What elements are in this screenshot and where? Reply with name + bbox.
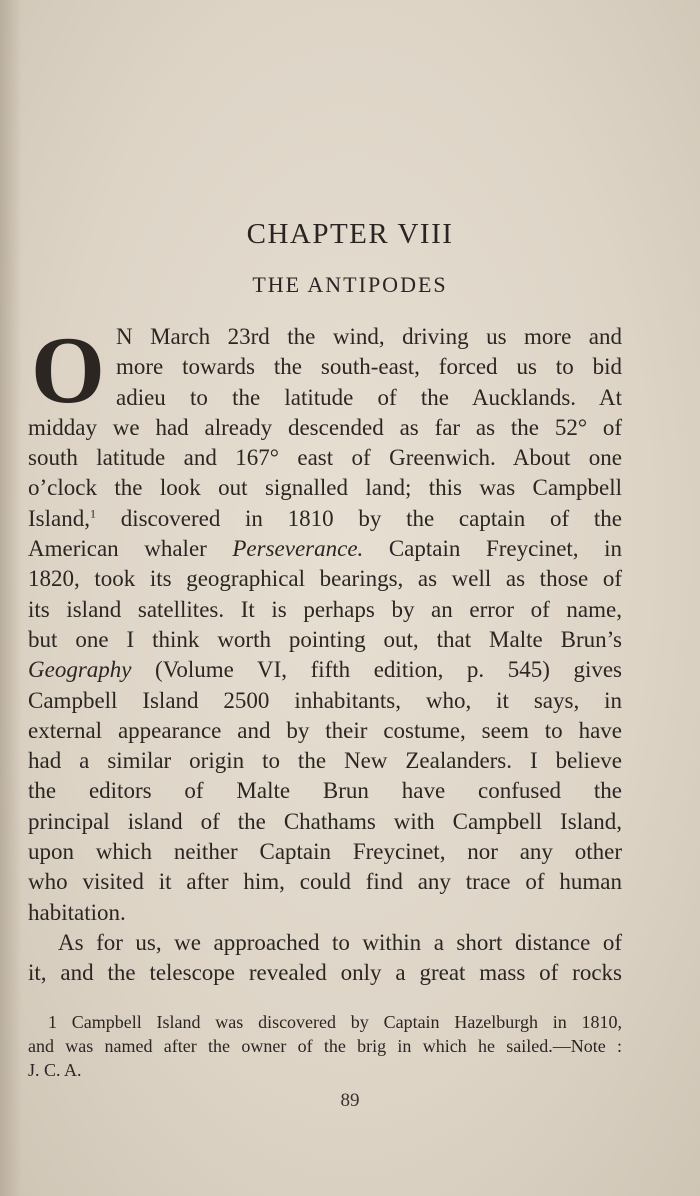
- footnote-line: [28, 1010, 622, 1034]
- text-line: south latitude and 167° east of Greenwich. About one: [28, 445, 622, 471]
- text-fragment: Campbell Island was discovered by Captain Hazelburgh in 1810,: [71, 1012, 623, 1032]
- text-line: external appearance and by their costume, seem to have: [28, 717, 622, 743]
- text-line: upon which neither Captain Freycinet, nor any other: [28, 839, 622, 865]
- text-fragment: Island,: [28, 505, 90, 531]
- text-line: its island satellites. It is perhaps by an error of name,: [28, 596, 622, 622]
- chapter-title: THE ANTIPODES: [252, 272, 448, 297]
- page-gutter-shadow: [0, 0, 22, 1196]
- text-fragment: American whaler: [28, 536, 207, 562]
- footnote: [28, 1010, 622, 1082]
- italic-ship-name: Perseverance.: [232, 536, 364, 562]
- text-fragment: discovered in 1810 by the captain of the: [120, 505, 622, 531]
- italic-book-title: Geography: [28, 657, 132, 683]
- footnote-marker: 1: [48, 1012, 57, 1032]
- page-number: 89: [340, 1090, 360, 1111]
- text-line: midday we had already descended as far as the 52° of: [28, 414, 622, 440]
- text-line: N March 23rd the wind, driving us more and: [116, 324, 622, 349]
- text-line: the editors of Malte Brun have confused the: [28, 778, 622, 804]
- text-line: adieu to the latitude of the Aucklands. At: [116, 384, 622, 410]
- text-line: [28, 504, 622, 534]
- footnote-reference: 1: [89, 506, 96, 521]
- text-line: Campbell Island 2500 inhabitants, who, it says, in: [28, 687, 622, 713]
- footnote-line: and was named after the owner of the brig in which he sailed.—Note :: [28, 1036, 622, 1056]
- body-text: [28, 317, 622, 989]
- text-line: but one I think worth pointing out, that Malte Brun’s: [28, 626, 622, 652]
- text-line: As for us, we approached to within a short distance of: [58, 929, 622, 955]
- chapter-heading: CHAPTER VIII: [246, 218, 454, 250]
- text-line: had a similar origin to the New Zealanders. I believe: [28, 748, 622, 774]
- text-line: [28, 655, 622, 685]
- text-line: o’clock the look out signalled land; this was Campbell: [28, 475, 622, 501]
- text-fragment: Captain Freycinet, in: [388, 536, 622, 562]
- text-line: who visited it after him, could find any trace of human: [28, 869, 622, 895]
- text-line: more towards the south-east, forced us to bid: [116, 354, 622, 380]
- text-line: principal island of the Chathams with Campbell Island,: [28, 808, 622, 834]
- text-line: habitation.: [28, 899, 126, 925]
- text-fragment: (Volume VI, fifth edition, p. 545) gives: [155, 657, 622, 683]
- text-line: it, and the telescope revealed only a great mass of rocks: [28, 960, 622, 986]
- text-line: [28, 534, 622, 564]
- drop-cap: O: [31, 317, 105, 423]
- text-line: 1820, took its geographical bearings, as well as those of: [28, 566, 622, 592]
- footnote-line: J. C. A.: [28, 1060, 82, 1080]
